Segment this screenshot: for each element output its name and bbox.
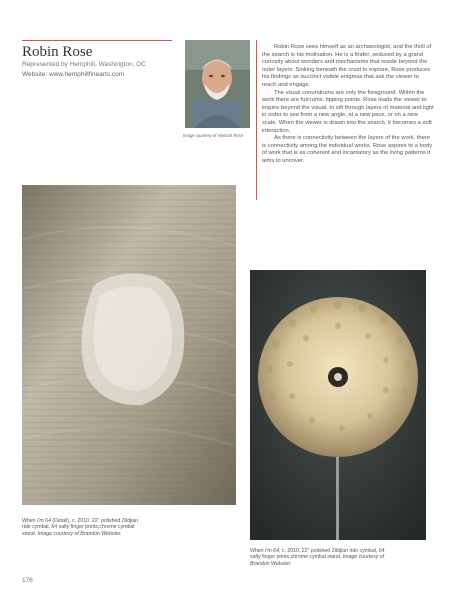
cymbal-detail-illustration xyxy=(22,185,236,505)
cymbal-detail-photo xyxy=(22,185,236,505)
bio-paragraph: As there is connectivity between the layers of the work, there is connectivity among the individual works. Rose aspires to a body of work that is as coherent and incantatory as the living patterns it aims to uncover. xyxy=(262,135,433,164)
bio-paragraph: Robin Rose sees himself as an archaeologist, and the thrill of the search is his motivation. He is a finder, seduced by a grand curiosity about wonders and mechanisms that reside beyond the outer layers. Sinking beneath the crust to explore, Rose produces his findings as succinct visible enigmas that ask the viewer to reach and engage. xyxy=(262,44,432,88)
page-number: 176 xyxy=(22,577,33,584)
cymbal-installation-illustration xyxy=(250,270,426,540)
portrait-illustration xyxy=(185,40,250,128)
vertical-accent-rule xyxy=(256,40,257,200)
artist-portrait-photo xyxy=(185,40,250,128)
artist-bio xyxy=(262,44,434,166)
website-text: Website: www.hemphillfinearts.com xyxy=(22,71,125,78)
artwork-title: When I'm 64 xyxy=(22,518,51,524)
image-credit: Image courtesy of Brandon Webster. xyxy=(37,530,122,537)
representation-text: Represented by Hemphill, Washington, DC xyxy=(22,61,146,68)
caption-text: c. 2010. 22" polished Zildjian ride cymbal, 64 salty finger prints,chrome cymbal stand. xyxy=(22,518,139,537)
portrait-caption: Image courtesy of Hannah Rose xyxy=(183,133,244,138)
bio-paragraph: The visual conundrums are only the foreground. Within the work there are fulcrums: tipping points. Rose leads the viewer to inquire beyond the visual, to sift through layers of material and light in order to see from a new angle, at a new pace, or on a new scale. When the viewer is drawn into the search, it becomes a soft interaction. xyxy=(262,89,434,134)
top-accent-rule xyxy=(22,40,172,41)
cymbal-installation-photo xyxy=(250,270,426,540)
right-image-caption xyxy=(250,548,385,567)
left-image-caption xyxy=(22,518,140,537)
image-credit: Image courtesy of Brandon Webster. xyxy=(250,554,385,567)
caption-text: , c. 2010. 22" polished Zildjian ride cymbal, 64 salty finger prints,chrome cymbal stand. xyxy=(250,548,385,561)
artwork-title: When I'm 64 xyxy=(250,548,279,554)
caption-detail-label: (Detail), xyxy=(50,518,73,524)
artist-name: Robin Rose xyxy=(22,44,93,60)
